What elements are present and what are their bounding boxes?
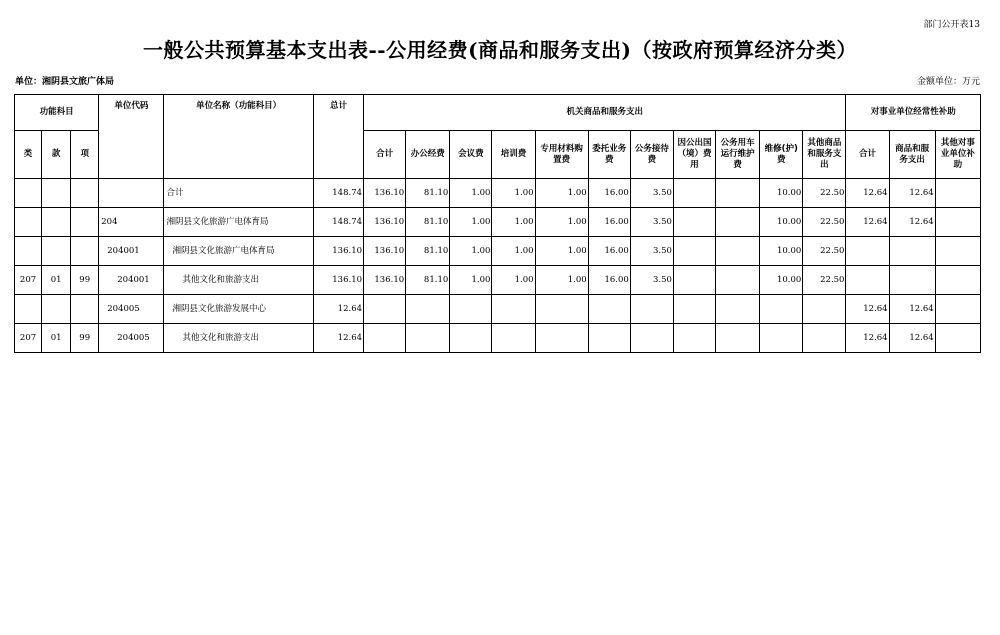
cell-value [716, 208, 760, 237]
cell-value [935, 179, 980, 208]
cell-unit-name: 湘阴县文化旅游发展中心 [164, 295, 313, 324]
cell-value [935, 266, 980, 295]
cell-value [588, 295, 630, 324]
cell-lei [15, 208, 42, 237]
cell-lei: 207 [15, 324, 42, 353]
cell-value [535, 295, 588, 324]
cell-value: 81.10 [406, 208, 450, 237]
table-number-label: 部门公开表13 [923, 20, 980, 30]
cell-value: 1.00 [492, 179, 535, 208]
money-unit-label: 金额单位：万元 [916, 77, 980, 87]
cell-value: 81.10 [406, 266, 450, 295]
cell-value [673, 237, 715, 266]
cell-value [535, 324, 588, 353]
cell-value [716, 324, 760, 353]
cell-value: 10.00 [760, 266, 803, 295]
cell-xiang [71, 237, 99, 266]
header-col: 公务接待费 [630, 131, 673, 179]
table-row [15, 208, 981, 237]
cell-value: 12.64 [846, 179, 889, 208]
header-lei: 类 [15, 131, 42, 179]
cell-value: 10.00 [760, 208, 803, 237]
cell-value: 12.64 [889, 324, 935, 353]
header-col: 委托业务费 [588, 131, 630, 179]
cell-value [935, 324, 980, 353]
table-row [15, 324, 981, 353]
cell-unit-code: 204005 [99, 324, 164, 353]
cell-value [630, 324, 673, 353]
header-kuan: 款 [42, 131, 71, 179]
cell-total: 148.74 [313, 179, 363, 208]
header-col: 专用材料购置费 [535, 131, 588, 179]
header-col: 公务用车运行维护费 [716, 131, 760, 179]
header-col: 办公经费 [406, 131, 450, 179]
cell-value [406, 295, 450, 324]
cell-kuan: 01 [42, 324, 71, 353]
page-title: 一般公共预算基本支出表--公用经费(商品和服务支出)（按政府预算经济分类） [142, 38, 858, 62]
table-row [15, 295, 981, 324]
cell-value [760, 295, 803, 324]
cell-value: 12.64 [846, 324, 889, 353]
cell-value: 136.10 [364, 237, 406, 266]
cell-value: 10.00 [760, 179, 803, 208]
cell-lei [15, 179, 42, 208]
cell-xiang: 99 [71, 324, 99, 353]
cell-value: 1.00 [492, 266, 535, 295]
cell-total: 148.74 [313, 208, 363, 237]
cell-lei [15, 295, 42, 324]
cell-value: 1.00 [535, 237, 588, 266]
header-col: 维修(护)费 [760, 131, 803, 179]
cell-value: 16.00 [588, 179, 630, 208]
cell-value: 136.10 [364, 208, 406, 237]
cell-value: 1.00 [492, 208, 535, 237]
header-col: 因公出国（境）费用 [673, 131, 715, 179]
cell-value [673, 324, 715, 353]
cell-unit-name: 合计 [164, 179, 313, 208]
cell-value: 1.00 [535, 208, 588, 237]
cell-value: 1.00 [450, 208, 492, 237]
cell-value [716, 295, 760, 324]
cell-value: 1.00 [450, 237, 492, 266]
cell-unit-name: 其他文化和旅游支出 [164, 266, 313, 295]
cell-xiang: 99 [71, 266, 99, 295]
cell-unit-code: 204001 [99, 237, 164, 266]
cell-value [846, 237, 889, 266]
cell-value: 136.10 [364, 266, 406, 295]
cell-unit-code: 204 [99, 208, 164, 237]
header-unit-name: 单位名称（功能科目） [164, 95, 313, 179]
cell-value [450, 295, 492, 324]
cell-value [935, 237, 980, 266]
cell-value [673, 179, 715, 208]
header-col: 培训费 [492, 131, 535, 179]
cell-value [803, 324, 846, 353]
cell-kuan: 01 [42, 266, 71, 295]
cell-unit-code: 204001 [99, 266, 164, 295]
header-xiang: 项 [71, 131, 99, 179]
budget-table [14, 94, 981, 353]
header-org-goods-services: 机关商品和服务支出 [364, 95, 846, 131]
cell-value: 22.50 [803, 266, 846, 295]
cell-kuan [42, 295, 71, 324]
cell-value: 1.00 [450, 179, 492, 208]
cell-value: 3.50 [630, 237, 673, 266]
header-col: 其他对事业单位补助 [935, 131, 980, 179]
cell-value: 22.50 [803, 179, 846, 208]
unit-label: 单位：湘阴县文旅广体局 [15, 77, 115, 87]
cell-value [406, 324, 450, 353]
cell-value: 12.64 [889, 208, 935, 237]
header-col: 合计 [846, 131, 889, 179]
cell-value: 1.00 [535, 179, 588, 208]
cell-value: 3.50 [630, 208, 673, 237]
cell-value [364, 324, 406, 353]
cell-value: 10.00 [760, 237, 803, 266]
cell-value [846, 266, 889, 295]
cell-value: 22.50 [803, 237, 846, 266]
cell-value [492, 324, 535, 353]
cell-value [588, 324, 630, 353]
cell-value: 136.10 [364, 179, 406, 208]
header-col: 合计 [364, 131, 406, 179]
cell-value [716, 237, 760, 266]
cell-unit-code: 204005 [99, 295, 164, 324]
header-unit-code: 单位代码 [99, 95, 164, 179]
cell-value: 12.64 [889, 179, 935, 208]
cell-kuan [42, 208, 71, 237]
header-col: 其他商品和服务支出 [803, 131, 846, 179]
cell-kuan [42, 179, 71, 208]
cell-value: 3.50 [630, 266, 673, 295]
table-row [15, 237, 981, 266]
table-row [15, 266, 981, 295]
cell-unit-code [99, 179, 164, 208]
header-subsidy: 对事业单位经常性补助 [846, 95, 981, 131]
cell-value [716, 266, 760, 295]
cell-total: 12.64 [313, 295, 363, 324]
header-col: 会议费 [450, 131, 492, 179]
cell-xiang [71, 179, 99, 208]
cell-kuan [42, 237, 71, 266]
cell-value [492, 295, 535, 324]
header-func-subject: 功能科目 [15, 95, 99, 131]
cell-value: 1.00 [492, 237, 535, 266]
cell-value [935, 295, 980, 324]
cell-value [889, 237, 935, 266]
cell-unit-name: 湘阴县文化旅游广电体育局 [164, 237, 313, 266]
cell-value: 12.64 [846, 208, 889, 237]
cell-xiang [71, 208, 99, 237]
cell-lei [15, 237, 42, 266]
cell-value: 12.64 [889, 295, 935, 324]
cell-unit-name: 其他文化和旅游支出 [164, 324, 313, 353]
cell-xiang [71, 295, 99, 324]
header-total: 总计 [313, 95, 363, 179]
cell-value [889, 266, 935, 295]
cell-lei: 207 [15, 266, 42, 295]
cell-value: 81.10 [406, 237, 450, 266]
cell-value: 1.00 [450, 266, 492, 295]
header-col: 商品和服务支出 [889, 131, 935, 179]
cell-value: 22.50 [803, 208, 846, 237]
cell-value [673, 295, 715, 324]
cell-value [760, 324, 803, 353]
cell-value: 16.00 [588, 237, 630, 266]
table-row [15, 179, 981, 208]
cell-value [935, 208, 980, 237]
cell-total: 136.10 [313, 237, 363, 266]
cell-value [673, 266, 715, 295]
cell-value [673, 208, 715, 237]
cell-value: 12.64 [846, 295, 889, 324]
cell-value: 81.10 [406, 179, 450, 208]
cell-value: 16.00 [588, 266, 630, 295]
cell-value: 16.00 [588, 208, 630, 237]
cell-value [630, 295, 673, 324]
cell-value [364, 295, 406, 324]
cell-value: 3.50 [630, 179, 673, 208]
cell-value: 1.00 [535, 266, 588, 295]
cell-value [716, 179, 760, 208]
cell-total: 12.64 [313, 324, 363, 353]
cell-total: 136.10 [313, 266, 363, 295]
cell-unit-name: 湘阴县文化旅游广电体育局 [164, 208, 313, 237]
cell-value [450, 324, 492, 353]
cell-value [803, 295, 846, 324]
